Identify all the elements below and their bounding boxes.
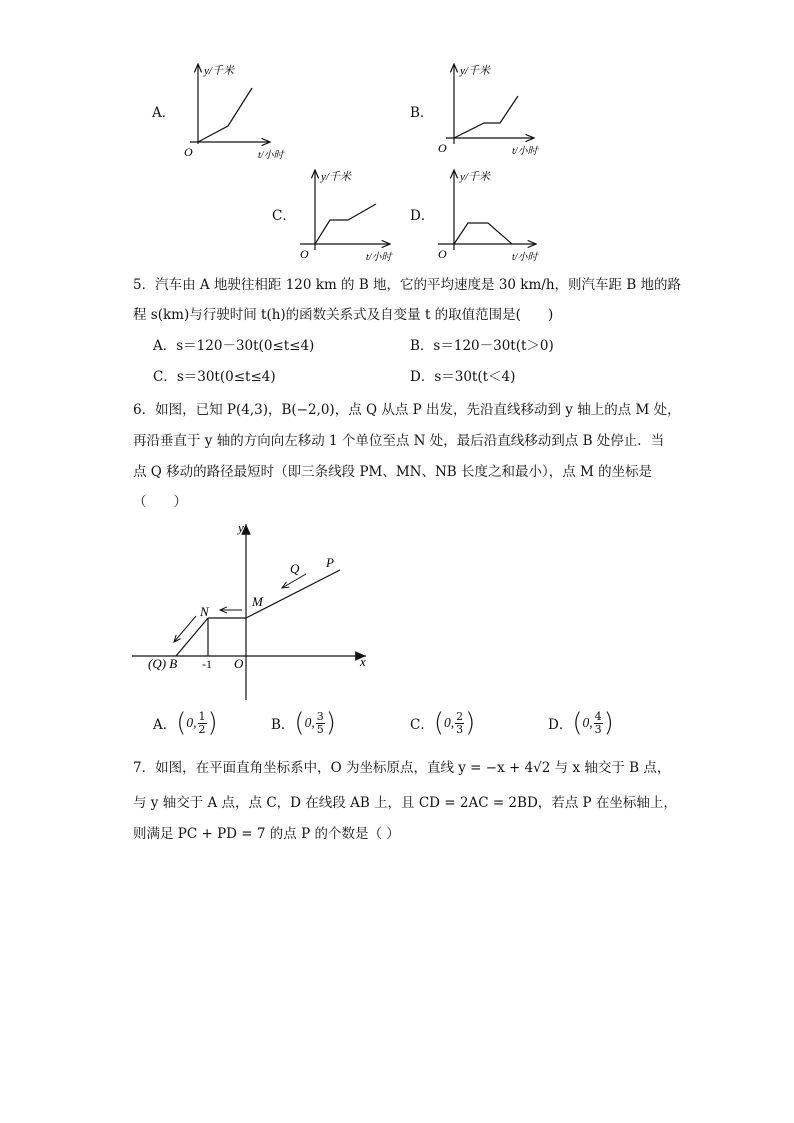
q6-option-b[interactable]: B． ( 0, $\frac{3}{5}$ ) <box>271 708 336 738</box>
q6-label-n: N <box>200 604 209 619</box>
q6-option-c-den: 3 <box>456 722 464 736</box>
q6-option-a[interactable]: A． ( 0, $\frac{1}{2}$ ) <box>153 708 218 738</box>
q6-label-m: M <box>252 594 263 609</box>
option-a-label[interactable]: A． <box>152 105 176 121</box>
option-d-label[interactable]: D． <box>410 208 435 224</box>
q6-option-d-den: 3 <box>594 722 602 736</box>
q6-label-p: P <box>326 555 334 570</box>
q6-option-d-num: 4 <box>594 709 602 723</box>
q7-line2: 与 y 轴交于 A 点，点 C，D 在线段 AB 上，且 CD = 2AC = 2BD，若点 P 在坐标轴上， <box>133 795 677 811</box>
q5-option-a[interactable]: A．s＝120－30t(0≤t≤4) <box>153 338 315 354</box>
graph-a-line <box>198 88 252 142</box>
q6-label-q: Q <box>290 561 300 576</box>
q6-option-c[interactable]: C． ( 0, $\frac{2}{3}$ ) <box>410 708 476 738</box>
graph-c-ylabel: y/千米 <box>321 171 351 183</box>
graph-b-line <box>454 96 518 138</box>
graph-c-line <box>315 204 376 244</box>
q6-line2: 再沿垂直于 y 轴的方向向左移动 1 个单位至点 N 处，最后沿直线移动到点 B 处停止．当 <box>133 433 665 449</box>
q6-line4: （ ） <box>133 494 187 510</box>
q5-line1: 5．汽车由 A 地驶往相距 120 km 的 B 地，它的平均速度是 30 km/h，则汽车距 B 地的路 <box>133 277 682 293</box>
q6-option-b-den: 5 <box>316 722 324 736</box>
q6-option-b-label: B． <box>271 717 295 733</box>
q6-option-a-den: 2 <box>198 722 206 736</box>
graph-d-origin: O <box>438 247 447 261</box>
q6-label-qb: (Q) B <box>148 656 178 671</box>
graph-d <box>428 164 543 264</box>
arrow-n-to-b <box>174 616 196 642</box>
graph-c-xlabel: t/小时 <box>366 252 392 263</box>
q6-label-x: x <box>360 654 366 669</box>
q6-option-d-zero: 0, <box>582 715 593 730</box>
graph-b-origin: O <box>438 141 447 155</box>
q6-label-o: O <box>234 656 244 671</box>
q5-line2: 程 s(km)与行驶时间 t(h)的函数关系式及自变量 t 的取值范围是( ) <box>133 307 554 323</box>
graph-d-xlabel: t/小时 <box>512 252 538 263</box>
graph-a-origin: O <box>184 145 193 159</box>
q6-option-a-num: 1 <box>198 709 206 723</box>
option-c-label[interactable]: C． <box>272 208 296 224</box>
graph-a <box>170 58 284 163</box>
q6-figure <box>128 518 378 708</box>
option-b-label[interactable]: B． <box>410 105 434 121</box>
graph-c-origin: O <box>300 247 309 261</box>
q6-option-d-label: D． <box>548 717 573 733</box>
q6-option-c-zero: 0, <box>444 715 455 730</box>
q7-line3: 则满足 PC + PD = 7 的点 P 的个数是（ ） <box>133 826 400 842</box>
q6-line1: 6．如图，已知 P(4,3)，B(−2,0)，点 Q 从点 P 出发，先沿直线移动到 y 轴上的点 M 处， <box>133 402 681 418</box>
q5-option-c[interactable]: C．s＝30t(0≤t≤4) <box>153 369 276 385</box>
q6-line3: 点 Q 移动的路径最短时（即三条线段 PM、MN、NB 长度之和最小），点 M 的坐标是 <box>133 464 653 480</box>
graph-d-line <box>454 223 512 244</box>
q5-option-d[interactable]: D．s＝30t(t＜4) <box>410 369 516 385</box>
q6-option-d[interactable]: D． ( 0, $\frac{4}{3}$ ) <box>548 708 614 738</box>
q6-option-b-num: 3 <box>316 709 324 723</box>
graph-b <box>426 58 546 163</box>
q6-label-neg1: -1 <box>202 657 212 671</box>
q6-option-c-label: C． <box>410 717 434 733</box>
graph-b-xlabel: t/小时 <box>512 146 538 157</box>
graph-c <box>290 164 400 264</box>
arrow-q-to-m <box>282 574 306 588</box>
graph-a-xlabel: t/小时 <box>258 150 284 161</box>
graph-d-ylabel: y/千米 <box>460 171 490 183</box>
q6-option-a-zero: 0, <box>186 715 197 730</box>
segment-nb <box>176 618 208 656</box>
graph-b-ylabel: y/千米 <box>460 65 490 77</box>
q6-option-c-num: 2 <box>456 709 464 723</box>
q6-label-y: y <box>238 520 244 535</box>
graph-a-ylabel: y/千米 <box>204 65 234 77</box>
q7-line1: 7．如图，在平面直角坐标系中，O 为坐标原点，直线 y = −x + 4√2 与 x 轴交于 B 点， <box>133 760 671 776</box>
q5-option-b[interactable]: B．s＝120－30t(t＞0) <box>410 338 554 354</box>
q6-option-b-zero: 0, <box>304 715 315 730</box>
q6-option-a-label: A． <box>153 717 177 733</box>
